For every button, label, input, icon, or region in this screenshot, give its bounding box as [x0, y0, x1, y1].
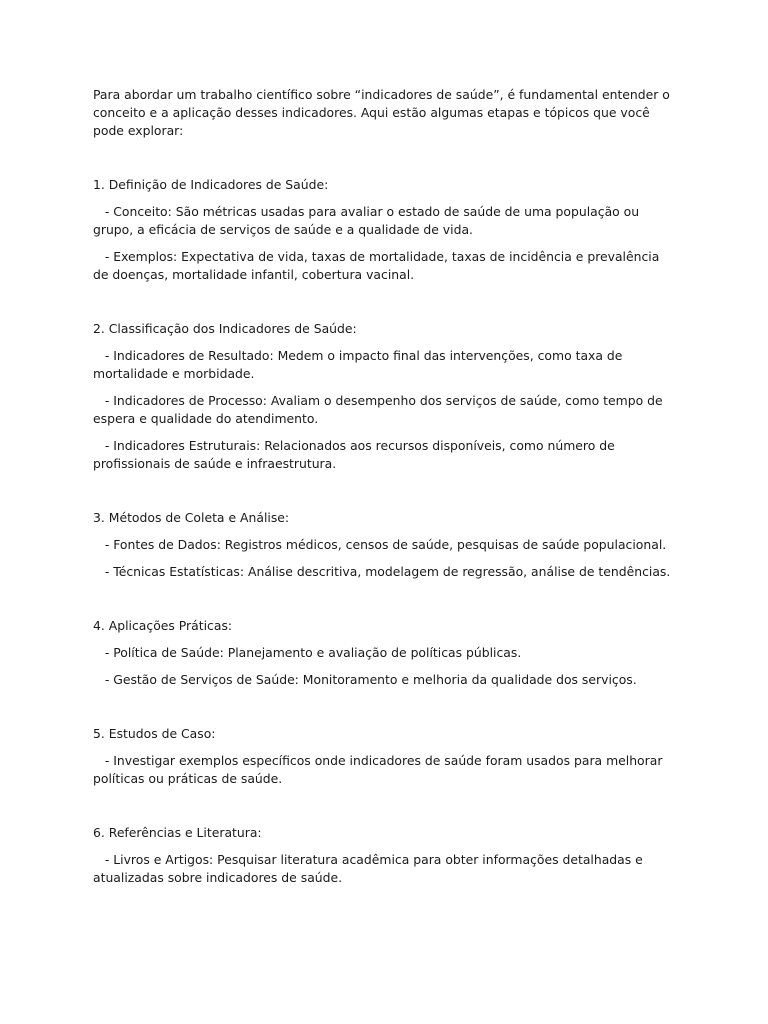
indent [93, 753, 105, 768]
list-item [93, 347, 675, 383]
list-item-text: - Fontes de Dados: Registros médicos, censos de saúde, pesquisas de saúde populacional. [104, 537, 667, 552]
list-item [93, 437, 675, 473]
list-item [93, 536, 675, 554]
list-item [93, 644, 675, 662]
indent [93, 537, 105, 552]
section-methods [93, 509, 675, 581]
list-item-text: - Técnicas Estatísticas: Análise descritiva, modelagem de regressão, análise de tendências. [104, 564, 671, 579]
list-item-text: - Indicadores de Processo: Avaliam o desempenho dos serviços de saúde, como tempo de espera e qualidade do atendimento. [93, 393, 663, 426]
intro-paragraph: Para abordar um trabalho científico sobre “indicadores de saúde”, é fundamental entender o conceito e a aplicação desses indicadores. Aqui estão algumas etapas e tópicos que você pode explorar: [93, 87, 670, 138]
list-item [93, 392, 675, 428]
document-body [93, 86, 675, 887]
list-item [93, 563, 675, 581]
indent [93, 393, 105, 408]
list-item-text: - Conceito: São métricas usadas para avaliar o estado de saúde de uma população ou grupo, a eficácia de serviços de saúde e a qualidade de vida. [93, 204, 640, 237]
list-item-text: - Indicadores Estruturais: Relacionados aos recursos disponíveis, como número de profissionais de saúde e infraestrutura. [93, 438, 615, 471]
section-title: 1. Definição de Indicadores de Saúde: [93, 177, 329, 192]
section-case-studies [93, 725, 675, 788]
list-item-text: - Política de Saúde: Planejamento e avaliação de políticas públicas. [104, 645, 522, 660]
indent [93, 249, 105, 264]
indent [93, 564, 105, 579]
section-title: 6. Referências e Literatura: [93, 825, 262, 840]
indent [93, 204, 105, 219]
list-item [93, 248, 675, 284]
section-title: 4. Aplicações Práticas: [93, 618, 233, 633]
list-item [93, 203, 675, 239]
section-applications [93, 617, 675, 689]
list-item-text: - Exemplos: Expectativa de vida, taxas de mortalidade, taxas de incidência e prevalência de doenças, mortalidade infantil, cobertura vacinal. [93, 249, 660, 282]
section-title: 5. Estudos de Caso: [93, 726, 216, 741]
section-classification [93, 320, 675, 473]
indent [93, 852, 105, 867]
indent [93, 645, 105, 660]
section-definition [93, 176, 675, 284]
list-item-text: - Investigar exemplos específicos onde indicadores de saúde foram usados para melhorar políticas ou práticas de saúde. [93, 753, 663, 786]
section-title: 2. Classificação dos Indicadores de Saúde: [93, 321, 357, 336]
section-references [93, 824, 675, 887]
list-item [93, 851, 675, 887]
list-item [93, 671, 675, 689]
list-item [93, 752, 675, 788]
indent [93, 672, 105, 687]
indent [93, 438, 105, 453]
list-item-text: - Livros e Artigos: Pesquisar literatura acadêmica para obter informações detalhadas e atualizadas sobre indicadores de saúde. [93, 852, 643, 885]
list-item-text: - Indicadores de Resultado: Medem o impacto final das intervenções, como taxa de mortalidade e morbidade. [93, 348, 623, 381]
list-item-text: - Gestão de Serviços de Saúde: Monitoramento e melhoria da qualidade dos serviços. [104, 672, 637, 687]
indent [93, 348, 105, 363]
section-title: 3. Métodos de Coleta e Análise: [93, 510, 290, 525]
